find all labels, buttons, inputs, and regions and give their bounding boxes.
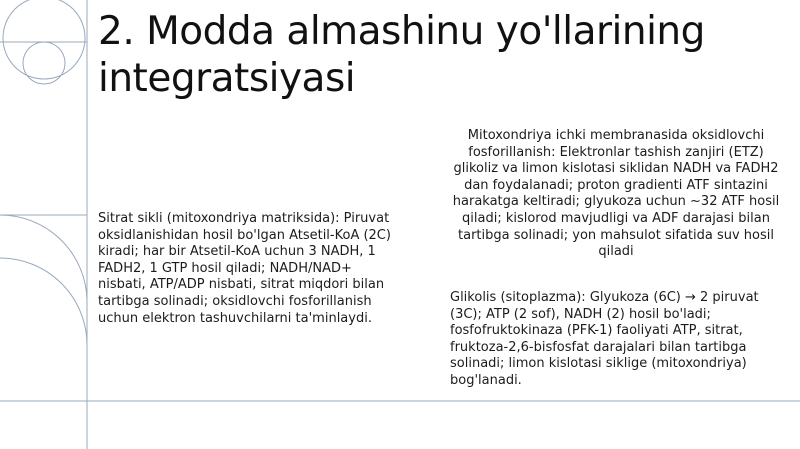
glycolysis-text: Glikolis (sitoplazma): Glyukoza (6C) → 2 piruvat (3C); ATP (2 sof), NADH (2) hosil bo'ladi; fosfofruktokinaza (PFK-1) faoliyati ATP, sitrat, fruktoza-2,6-bisfosfat darajalari bilan tartibgа solinadi; limon kislotasi siklige (mitoxondriya) bog'lanadi. (450, 290, 759, 388)
large-arc-lower (0, 258, 87, 345)
outer-circle (3, 0, 85, 79)
inner-circle (23, 42, 65, 84)
slide-title: 2. Modda almashinu yo'llarining integratsiyasi (98, 9, 705, 101)
oxidative-phosphorylation-text: Mitoxondriya ichki membranasida oksidlovchi fosforillanish: Elektronlar tashish zanjiri (ETZ) glikoliz va limon kislotasi siklidan NADH va FADH2 dan foydalanadi; proton gradienti ATF sintazini harakatga keltiradi; glyukoza uchun ~32 ATF hosil qiladi; kislorod mavjudligi va ADF darajasi bilan tartibga solinadi; yon mahsulot sifatida suv hosil qiladi (452, 128, 780, 260)
large-arc-upper (0, 215, 87, 300)
citric-acid-cycle-text: Sitrat sikli (mitoxondriya matriksida): Piruvat oksidlanishidan hosil bo'lgan Atsetil-KoA (2C) kiradi; har bir Atsetil-KoA uchun 3 NADH, 1 FADH2, 1 GTP hosil qiladi; NADH/NAD+ nisbati, ATP/ADP nisbati, sitrat miqdori bilan tartibga solinadi; oksidlovchi fosforillanish uchun elektron tashuvchilarni ta'minlaydi. (98, 211, 391, 326)
